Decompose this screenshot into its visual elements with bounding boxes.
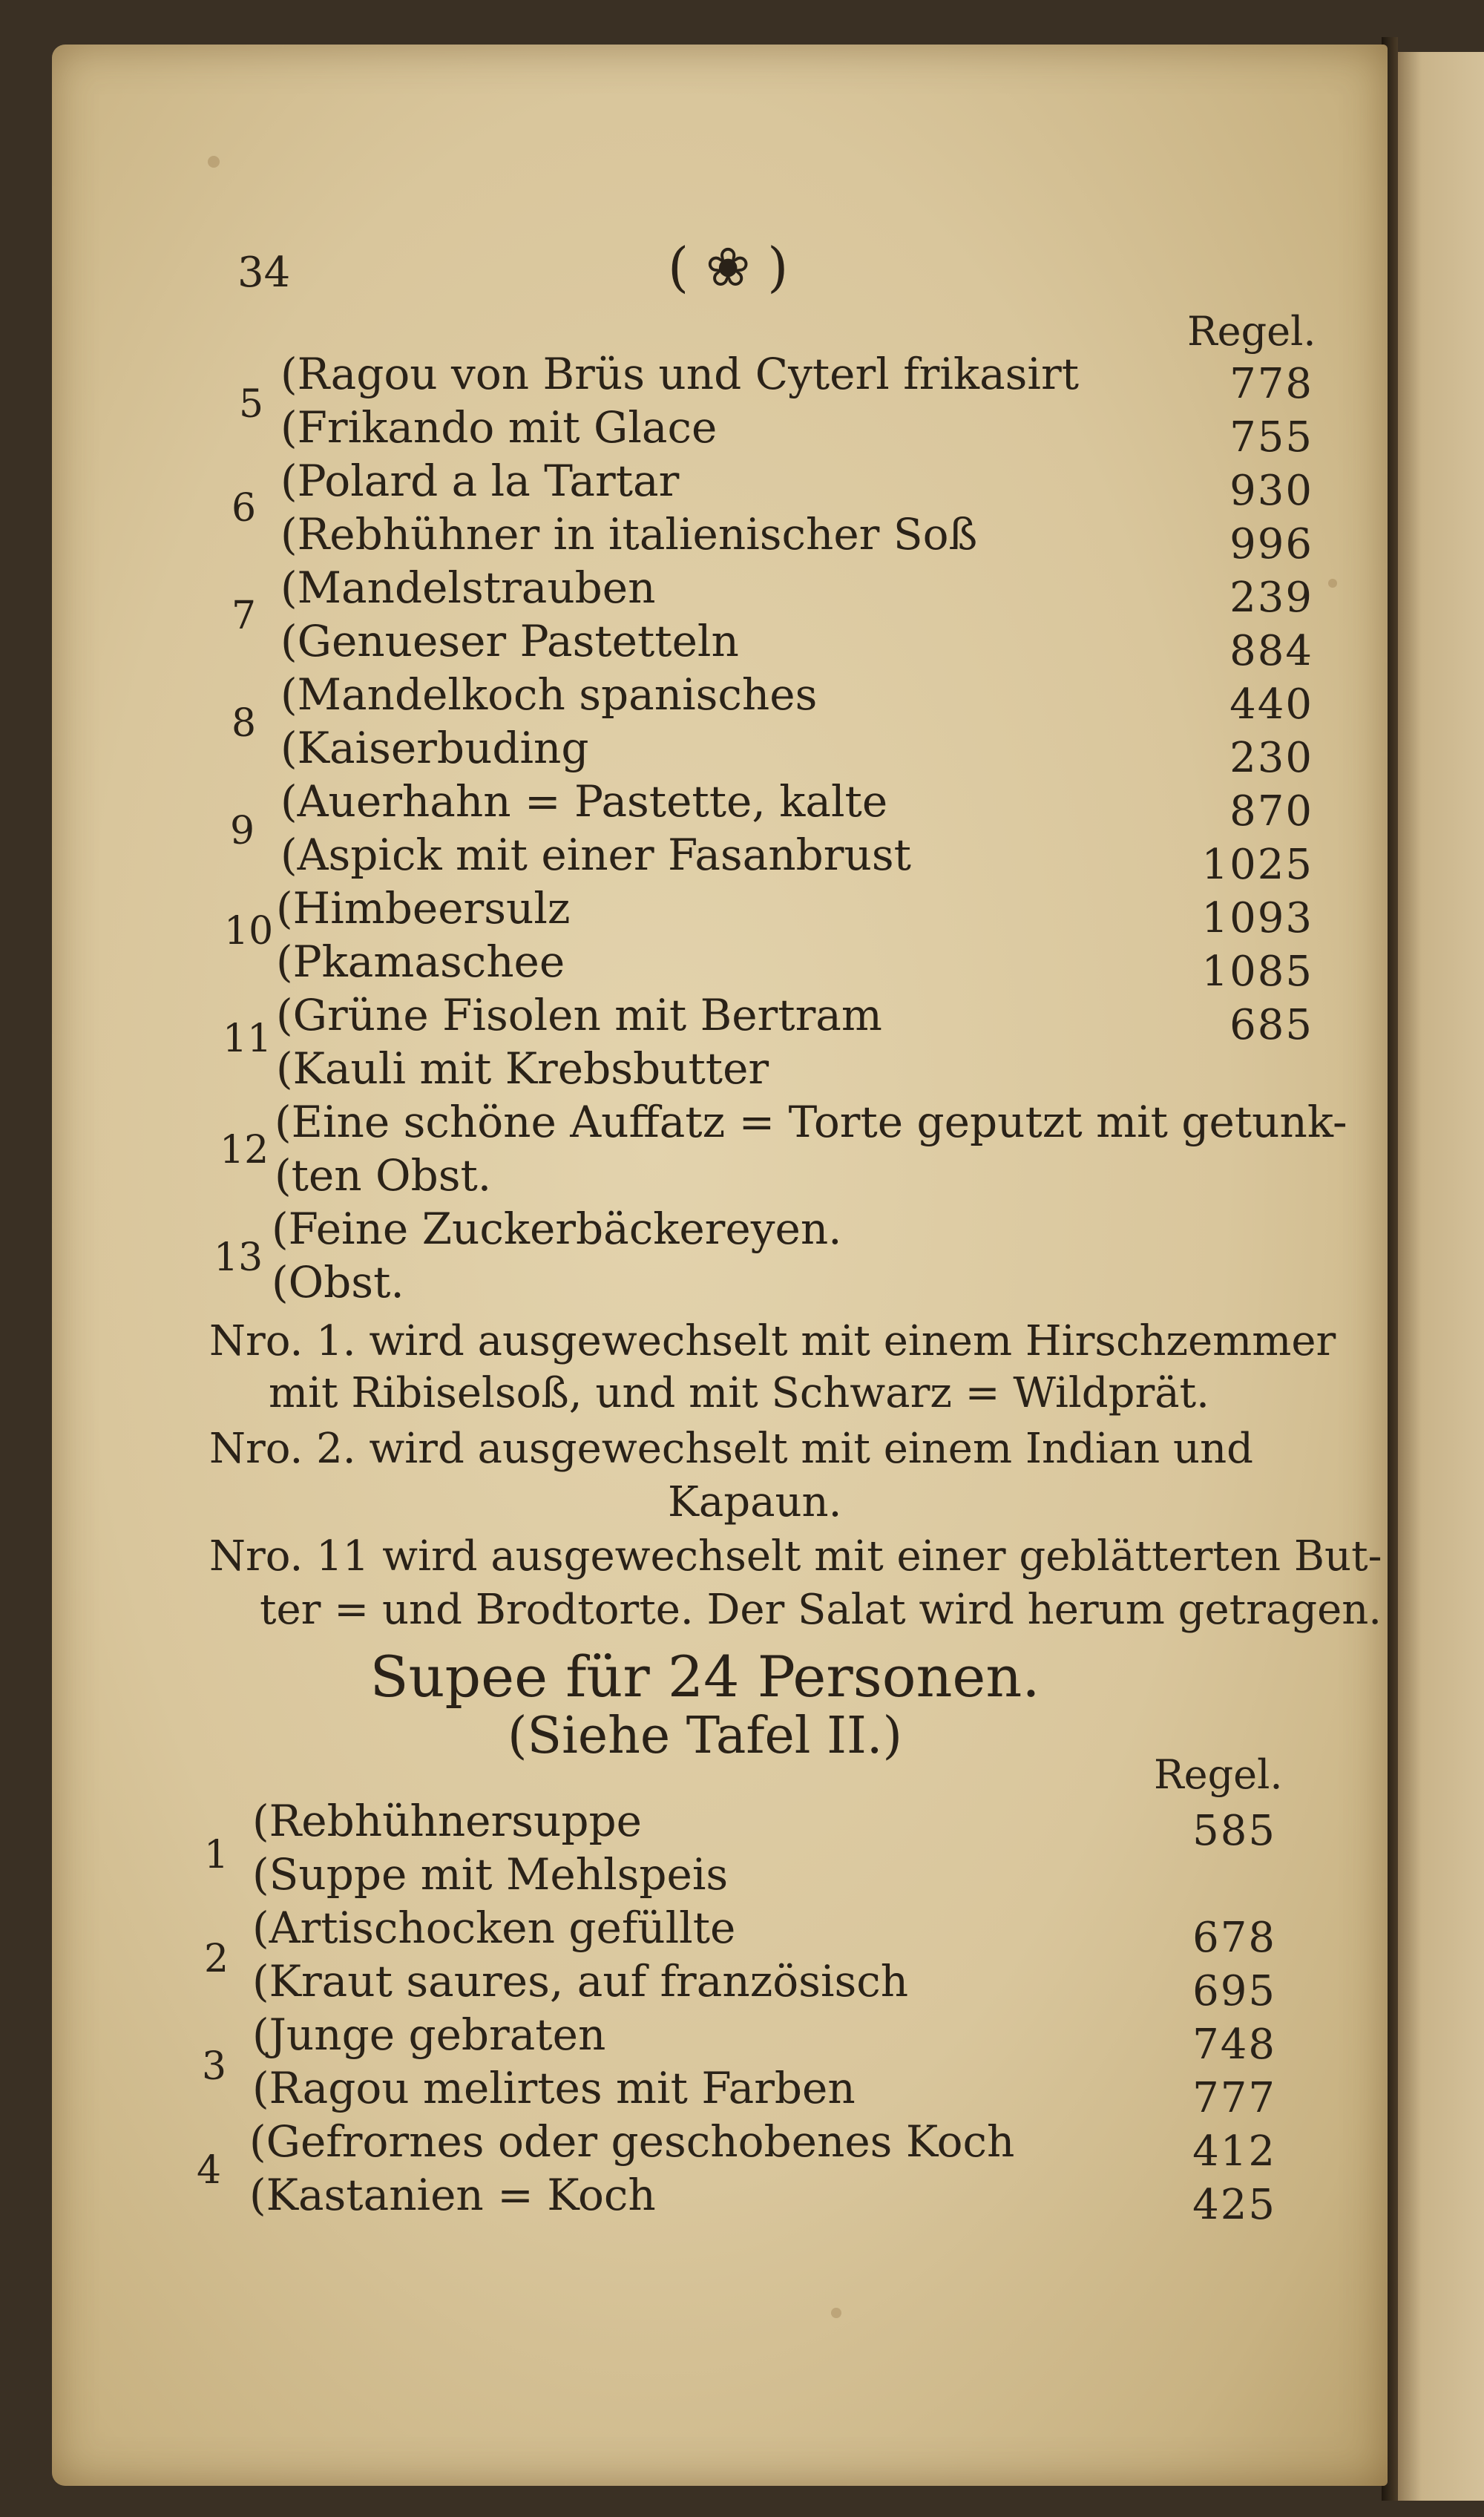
note-line: Kapaun. <box>668 1478 842 1526</box>
group-number: 11 <box>223 1017 272 1061</box>
menu-item: (Kauli mit Krebsbutter <box>276 1043 769 1094</box>
regel-column-header: Regel. <box>1154 1751 1283 1798</box>
menu-item: (Himbeersulz <box>276 883 571 933</box>
menu-item: (Rebhühnersuppe <box>252 1796 642 1846</box>
menu-item: (Junge gebraten <box>252 2009 606 2060</box>
section-subheading: (Siehe Tafel II.) <box>507 1707 902 1765</box>
regel-value: 777 <box>1192 2074 1276 2122</box>
menu-item: (Genueser Pastetteln <box>280 616 739 666</box>
note-line: mit Ribiselsoß, und mit Schwarz = Wildprät. <box>269 1369 1209 1417</box>
regel-value: 755 <box>1229 413 1313 462</box>
page-number: 34 <box>237 249 291 297</box>
menu-item: (Auerhahn = Pastette, kalte <box>280 776 888 827</box>
menu-item: (Pkamaschee <box>276 936 565 987</box>
menu-item: (Mandelstrauben <box>280 562 656 613</box>
group-number: 12 <box>220 1128 269 1172</box>
foxing-spot <box>208 156 220 168</box>
menu-item: (Artischocken gefüllte <box>252 1903 736 1953</box>
group-number: 10 <box>224 909 274 954</box>
section-heading: Supee für 24 Personen. <box>370 1644 1040 1710</box>
group-number: 8 <box>232 701 257 746</box>
menu-item: (Kaiserbuding <box>280 723 589 773</box>
menu-item: (Gefrornes oder geschobenes Koch <box>249 2116 1015 2167</box>
menu-item: (Eine schöne Auffatz = Torte geputzt mit getunk- <box>275 1097 1347 1147</box>
regel-value: 230 <box>1229 734 1313 782</box>
regel-value: 585 <box>1192 1807 1276 1855</box>
group-number: 7 <box>232 594 257 638</box>
ornament-header: ( ❀ ) <box>668 236 789 298</box>
menu-item: (Aspick mit einer Fasanbrust <box>280 830 911 880</box>
menu-item: (Frikando mit Glace <box>280 402 718 453</box>
foxing-spot <box>831 2308 841 2318</box>
group-number: 9 <box>230 809 255 853</box>
menu-item: (Obst. <box>272 1257 404 1307</box>
menu-item: (Kastanien = Koch <box>249 2170 656 2220</box>
note-line: Nro. 11 wird ausgewechselt mit einer geblätterten But- <box>209 1532 1382 1581</box>
regel-value: 685 <box>1229 1001 1313 1049</box>
regel-value: 884 <box>1229 627 1313 675</box>
regel-value: 870 <box>1229 787 1313 836</box>
regel-value: 748 <box>1192 2021 1276 2069</box>
group-number: 2 <box>204 1937 229 1981</box>
group-number: 5 <box>239 382 264 427</box>
regel-value: 1093 <box>1201 894 1313 942</box>
menu-item: (Suppe mit Mehlspeis <box>252 1849 729 1900</box>
menu-item: (Mandelkoch spanisches <box>280 669 818 720</box>
group-number: 3 <box>202 2044 227 2089</box>
note-line: ter = und Brodtorte. Der Salat wird herum getragen. <box>260 1586 1382 1634</box>
facing-page-edge <box>1395 52 1484 2501</box>
regel-value: 996 <box>1229 520 1313 568</box>
regel-value: 930 <box>1229 467 1313 515</box>
menu-item: (Kraut saures, auf französisch <box>252 1956 909 2006</box>
regel-value: 695 <box>1192 1967 1276 2015</box>
menu-item: (Ragou melirtes mit Farben <box>252 2063 856 2113</box>
group-number: 1 <box>204 1833 229 1877</box>
regel-value: 425 <box>1192 2181 1276 2229</box>
regel-value: 1085 <box>1201 948 1313 996</box>
group-number: 13 <box>214 1235 263 1280</box>
regel-value: 440 <box>1229 680 1313 729</box>
menu-item: (Grüne Fisolen mit Bertram <box>276 990 882 1040</box>
regel-value: 412 <box>1192 2127 1276 2176</box>
group-number: 6 <box>232 486 257 531</box>
regel-value: 678 <box>1192 1914 1276 1962</box>
menu-item: (ten Obst. <box>275 1150 492 1201</box>
menu-item: (Ragou von Brüs und Cyterl frikasirt <box>280 349 1080 399</box>
menu-item: (Polard a la Tartar <box>280 456 680 506</box>
menu-item: (Feine Zuckerbäckereyen. <box>272 1204 842 1254</box>
note-line: Nro. 1. wird ausgewechselt mit einem Hirschzemmer <box>209 1317 1336 1365</box>
regel-column-header: Regel. <box>1187 308 1316 355</box>
regel-value: 1025 <box>1201 841 1313 889</box>
group-number: 4 <box>197 2148 222 2193</box>
foxing-spot <box>1328 579 1337 588</box>
regel-value: 778 <box>1229 360 1313 408</box>
regel-value: 239 <box>1229 574 1313 622</box>
note-line: Nro. 2. wird ausgewechselt mit einem Indian und <box>209 1425 1254 1473</box>
menu-item: (Rebhühner in italienischer Soß <box>280 509 978 559</box>
